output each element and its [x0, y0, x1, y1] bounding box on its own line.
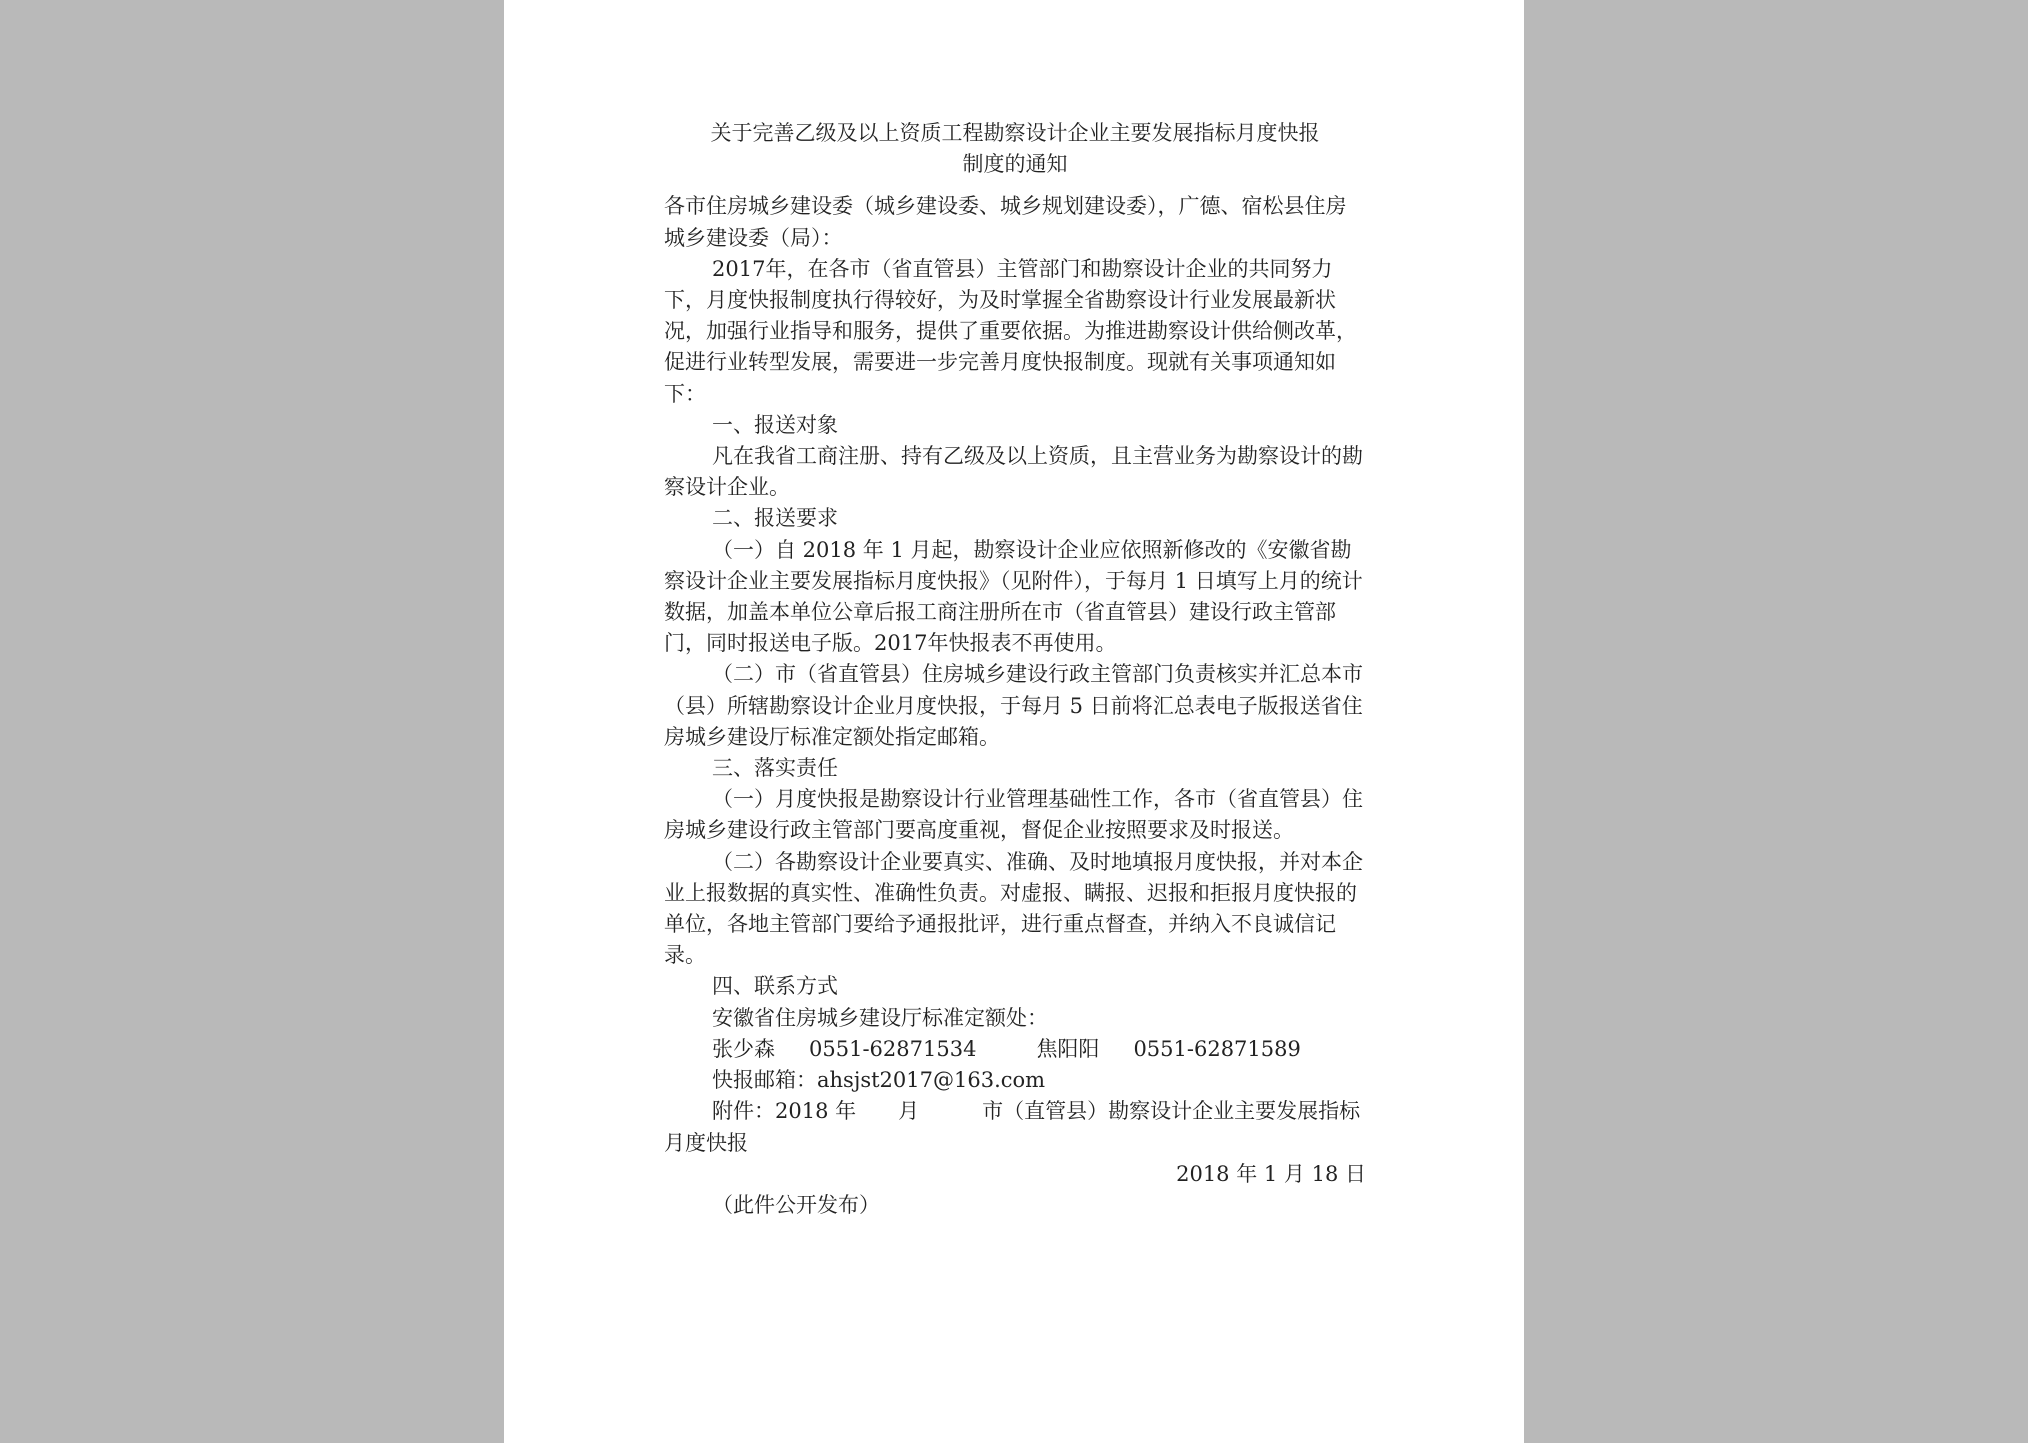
section-1-body: 凡在我省工商注册、持有乙级及以上资质，且主营业务为勘察设计的勘察设计企业。 [664, 444, 1363, 500]
section-2-item-2: （二）市（省直管县）住房城乡建设行政主管部门负责核实并汇总本市（县）所辖勘察设计企业月度快报，于每月 5 日前将汇总表电子版报送省住房城乡建设厅标准定额处指定邮箱。 [664, 662, 1363, 749]
email-line: 快报邮箱：ahsjst2017@163.com [712, 1068, 1046, 1093]
document-title [664, 118, 1366, 180]
addressee: 各市住房城乡建设委（城乡建设委、城乡规划建设委），广德、宿松县住房城乡建设委（局）： [664, 194, 1347, 250]
contact-1-phone: 0551-62871534 [809, 1036, 977, 1061]
section-1-heading: 一、报送对象 [712, 412, 838, 437]
section-2-item-1: （一）自 2018 年 1 月起，勘察设计企业应依照新修改的《安徽省勘察设计企业主要发展指标月度快报》（见附件），于每月 1 日填写上月的统计数据，加盖本单位公章后报工商注册所在市（省直管县）建设行政主管部门，同时报送电子版。2017年快报表不再使用。 [664, 537, 1363, 656]
contact-2-name: 焦阳阳 [1036, 1036, 1100, 1061]
document-page [504, 0, 1524, 1443]
contact-organization: 安徽省住房城乡建设厅标准定额处： [712, 1005, 1048, 1030]
document-date: 2018 年 1 月 18 日 [1176, 1161, 1366, 1186]
section-3-heading: 三、落实责任 [712, 756, 838, 781]
section-3-item-1: （一）月度快报是勘察设计行业管理基础性工作，各市（省直管县）住房城乡建设行政主管部门要高度重视，督促企业按照要求及时报送。 [664, 787, 1363, 843]
contact-2-phone: 0551-62871589 [1133, 1036, 1301, 1061]
section-2-heading: 二、报送要求 [712, 506, 838, 531]
contact-line [664, 1034, 1366, 1065]
section-4-heading: 四、联系方式 [712, 974, 838, 999]
title-line-2: 制度的通知 [962, 152, 1068, 177]
attachment-line: 附件：2018 年 月 市（直管县）勘察设计企业主要发展指标月度快报 [664, 1099, 1361, 1155]
contact-1-name: 张少森 [712, 1036, 775, 1061]
title-line-1: 关于完善乙级及以上资质工程勘察设计企业主要发展指标月度快报 [710, 121, 1320, 145]
section-3-item-2: （二）各勘察设计企业要真实、准确、及时地填报月度快报，并对本企业上报数据的真实性、准确性负责。对虚报、瞒报、迟报和拒报月度快报的单位，各地主管部门要给予通报批评，进行重点督查，并纳入不良诚信记录。 [664, 849, 1363, 968]
intro-paragraph: 2017年，在各市（省直管县）主管部门和勘察设计企业的共同努力下，月度快报制度执行得较好，为及时掌握全省勘察设计行业发展最新状况，加强行业指导和服务，提供了重要依据。为推进勘察设计供给侧改革，促进行业转型发展，需要进一步完善月度快报制度。现就有关事项通知如下： [664, 256, 1357, 406]
document-content [664, 118, 1366, 1221]
publish-note: （此件公开发布） [712, 1192, 880, 1217]
